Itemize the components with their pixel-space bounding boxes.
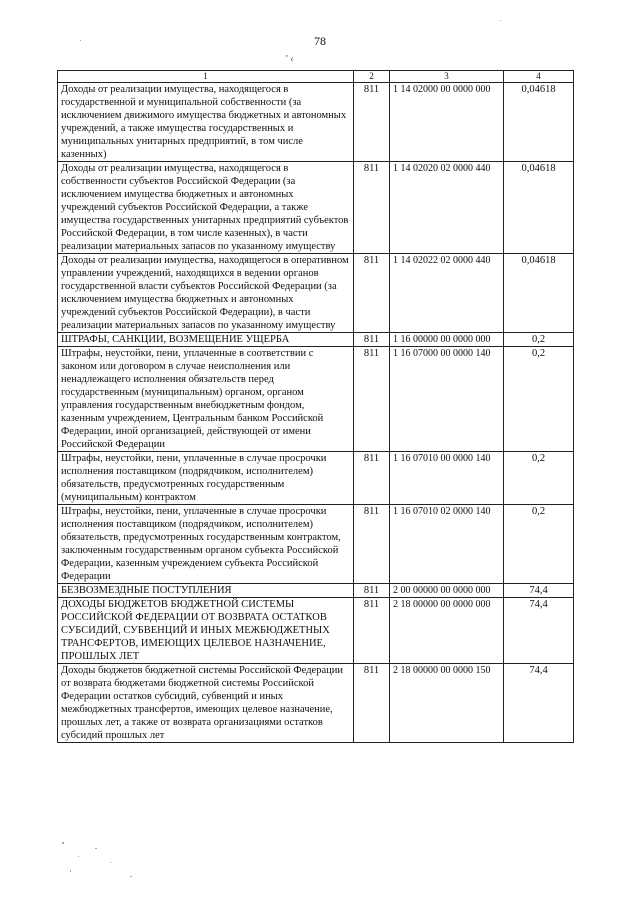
budget-code: 2 00 00000 00 0000 000 — [390, 584, 504, 598]
admin-code: 811 — [354, 162, 390, 254]
amount: 0,04618 — [504, 83, 574, 162]
admin-code: 811 — [354, 584, 390, 598]
admin-code: 811 — [354, 333, 390, 347]
revenue-name: Доходы бюджетов бюджетной системы Российской Федерации от возврата бюджетами бюджетной системы Российской Федерации остатков субсидий, субвенций и иных межбюджетных трансфертов, имеющих целевое назначение, прошлых лет, а также от возврата организациями остатков субсидий прошлых лет — [58, 664, 354, 743]
table-row — [58, 664, 574, 743]
budget-code: 2 18 00000 00 0000 150 — [390, 664, 504, 743]
budget-code: 1 14 02022 02 0000 440 — [390, 254, 504, 333]
amount: 0,04618 — [504, 162, 574, 254]
table-row — [58, 83, 574, 162]
revenue-name: ШТРАФЫ, САНКЦИИ, ВОЗМЕЩЕНИЕ УЩЕРБА — [58, 333, 354, 347]
budget-code: 1 16 07000 00 0000 140 — [390, 347, 504, 452]
scan-speck — [78, 856, 79, 857]
scan-speck — [110, 862, 111, 863]
column-number-4: 4 — [504, 71, 574, 83]
scan-speck — [70, 870, 71, 872]
revenue-name: Штрафы, неустойки, пени, уплаченные в соответствии с законом или договором в случае неисполнения или ненадлежащего исполнения обязательств перед государственным (муниципальным) органом, органом управления государственным внебюджетным фондом, казенным учреждением, Центральным банком Российской Федерации, иной организацией, действующей от имени Российской Федерации — [58, 347, 354, 452]
column-number-2: 2 — [354, 71, 390, 83]
scan-speck — [95, 848, 97, 849]
revenue-name: БЕЗВОЗМЕЗДНЫЕ ПОСТУПЛЕНИЯ — [58, 584, 354, 598]
budget-code: 1 16 00000 00 0000 000 — [390, 333, 504, 347]
scan-speck — [62, 842, 64, 844]
amount: 0,2 — [504, 505, 574, 584]
revenue-name: Штрафы, неустойки, пени, уплаченные в случае просрочки исполнения поставщиком (подрядчиком, исполнителем) обязательств, предусмотренных государственным (муниципальным) контрактом — [58, 452, 354, 505]
amount: 0,2 — [504, 333, 574, 347]
admin-code: 811 — [354, 452, 390, 505]
table-row — [58, 584, 574, 598]
table-row — [58, 505, 574, 584]
table-header-row — [58, 71, 574, 83]
table-row — [58, 452, 574, 505]
revenue-name: Штрафы, неустойки, пени, уплаченные в случае просрочки исполнения поставщиком (подрядчиком, исполнителем) обязательств, предусмотренных государственным контрактом, заключенным государственным органом субъекта Российской Федерации, казенным учреждением субъекта Российской Федерации — [58, 505, 354, 584]
admin-code: 811 — [354, 664, 390, 743]
revenue-name: ДОХОДЫ БЮДЖЕТОВ БЮДЖЕТНОЙ СИСТЕМЫ РОССИЙСКОЙ ФЕДЕРАЦИИ ОТ ВОЗВРАТА ОСТАТКОВ СУБСИДИЙ, СУБВЕНЦИЙ И ИНЫХ МЕЖБЮДЖЕТНЫХ ТРАНСФЕРТОВ, ИМЕЮЩИХ ЦЕЛЕВОЕ НАЗНАЧЕНИЕ, ПРОШЛЫХ ЛЕТ — [58, 598, 354, 664]
scan-speck — [500, 20, 501, 21]
admin-code: 811 — [354, 505, 390, 584]
admin-code: 811 — [354, 347, 390, 452]
budget-code: 1 14 02020 02 0000 440 — [390, 162, 504, 254]
table-row — [58, 254, 574, 333]
scan-mark: ' ‹ — [286, 54, 294, 65]
admin-code: 811 — [354, 254, 390, 333]
amount: 74,4 — [504, 598, 574, 664]
revenue-name: Доходы от реализации имущества, находящегося в оперативном управлении учреждений, находящихся в ведении органов государственной власти субъектов Российской Федерации (за исключением имущества бюджетных и автономных учреждений субъектов Российской Федерации), в части реализации материальных запасов по указанному имуществу — [58, 254, 354, 333]
revenue-name: Доходы от реализации имущества, находящегося в государственной и муниципальной собственности (за исключением движимого имущества бюджетных и автономных учреждений, а также имущества государственных и муниципальных унитарных предприятий, в том числе казенных) — [58, 83, 354, 162]
revenue-name: Доходы от реализации имущества, находящегося в собственности субъектов Российской Федерации (за исключением имущества бюджетных и автономных учреждений субъектов Российской Федерации, а также имущества государственных унитарных предприятий субъектов Российской Федерации, в том числе казенных), в части реализации материальных запасов по указанному имуществу — [58, 162, 354, 254]
column-number-1: 1 — [58, 71, 354, 83]
revenue-table — [57, 70, 574, 743]
page-number: 78 — [314, 34, 326, 48]
budget-code: 2 18 00000 00 0000 000 — [390, 598, 504, 664]
scan-speck — [130, 876, 132, 877]
budget-code: 1 14 02000 00 0000 000 — [390, 83, 504, 162]
budget-code: 1 16 07010 02 0000 140 — [390, 505, 504, 584]
table-row — [58, 347, 574, 452]
column-number-3: 3 — [390, 71, 504, 83]
table-row — [58, 598, 574, 664]
amount: 0,2 — [504, 347, 574, 452]
admin-code: 811 — [354, 598, 390, 664]
table-row — [58, 162, 574, 254]
admin-code: 811 — [354, 83, 390, 162]
budget-code: 1 16 07010 00 0000 140 — [390, 452, 504, 505]
amount: 74,4 — [504, 664, 574, 743]
scan-speck — [80, 40, 81, 41]
amount: 0,04618 — [504, 254, 574, 333]
amount: 74,4 — [504, 584, 574, 598]
table-row — [58, 333, 574, 347]
amount: 0,2 — [504, 452, 574, 505]
